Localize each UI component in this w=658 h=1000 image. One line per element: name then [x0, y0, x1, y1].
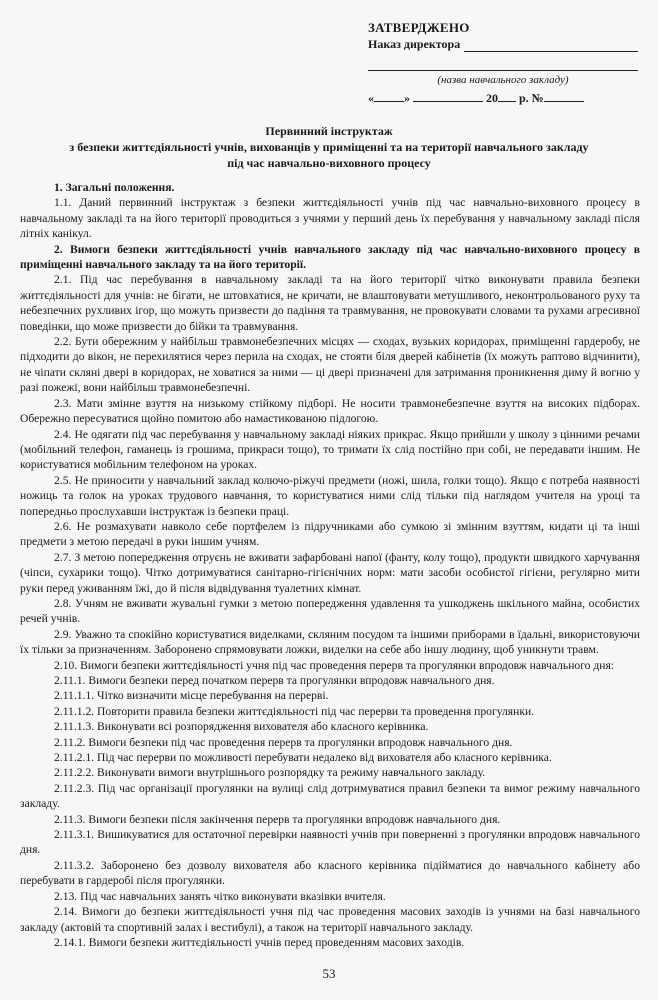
paragraph: 2.14. Вимоги до безпеки життєдіяльності учня під час проведення масових заходів із учнями на базі навчального закладу (актовій та спортивній залах і вестибулі), а також на території навчального закладу.	[20, 905, 640, 934]
paragraph: 2.11.1.2. Повторити правила безпеки життєдіяльності під час перерви та проведення прогулянки.	[54, 704, 535, 718]
page-number: 53	[322, 966, 336, 981]
paragraph: 2.11.2.3. Під час організації прогулянки на вулиці слід дотримуватися правил безпеки та вимог режиму навчального закладу.	[20, 781, 640, 811]
order-line	[368, 36, 638, 52]
paragraph: 2.8. Учням не вживати жувальні гумки з метою попередження удавлення та ушкоджень шкільного майна, особистих речей учнів.	[20, 596, 640, 626]
paragraph: 2.3. Мати змінне взуття на низькому стійкому підборі. Не носити травмонебезпечне взуття на високих підборах. Обережно пересуватися щойно помитою або намастикованою підлогою.	[20, 396, 640, 426]
number-label: р. №	[519, 91, 544, 105]
paragraph: 2.11.3. Вимоги безпеки після закінчення перерв та прогулянки впродовж навчального дня.	[54, 812, 501, 826]
heading-line-1: Первинний інструктаж	[265, 124, 393, 138]
section-heading: 2. Вимоги безпеки життєдіяльності учнів навчального закладу під час навчально-виховного процесу в приміщенні навчального закладу та на його території.	[20, 242, 640, 272]
paragraph: 2.13. Під час навчальних занять чітко виконувати вказівки вчителя.	[54, 889, 386, 903]
year-blank	[498, 91, 516, 102]
date-close-quote: »	[404, 91, 410, 105]
order-label: Наказ директора	[368, 37, 461, 51]
paragraph: 2.11.2. Вимоги безпеки під час проведення перерв та прогулянки впродовж навчального дня.	[54, 735, 513, 749]
year-prefix: 20	[486, 91, 498, 105]
institution-hint: (назва навчального закладу)	[437, 74, 569, 86]
date-open-quote: «	[368, 91, 374, 105]
paragraph: 2.5. Не приносити у навчальний заклад колючо-ріжучі предмети (ножі, шила, голки тощо). Якщо є потреба наявності ножиць та голок на уроках трудового навчання, то користуватися ними слід тільки під наглядом учителя на уроці та попередньо прослухавши інструктаж із безпеки праці.	[20, 473, 640, 518]
paragraph: 2.14.1. Вимоги безпеки життєдіяльності учнів перед проведенням масових заходів.	[54, 935, 465, 949]
paragraph: 2.9. Уважно та спокійно користуватися виделками, скляним посудом та іншими приборами в їдальні, використовуючи їх тільки за призначенням. Заборонено спрямовувати ложки, виделки на себе або іншу людину, щоб уникнути травм.	[20, 627, 640, 657]
paragraph: 2.11.1. Вимоги безпеки перед початком перерв та прогулянки впродовж навчального дня.	[54, 674, 495, 687]
document-heading	[20, 123, 638, 171]
heading-line-3: під час навчально-виховного процесу	[227, 156, 431, 170]
paragraph: 2.11.1.1. Чітко визначити місце перебування на перерві.	[54, 689, 329, 703]
paragraph: 2.4. Не одягати під час перебування у навчальному закладі ніяких прикрас. Якщо прийшли у школу з цінними речами (мобільний телефон, гаманець із грошима, прикраси тощо), то тримати їх слід постійно при собі, не передавати іншим. Не користуватися мобільним телефоном на уроках.	[20, 427, 640, 472]
paragraph: 2.1. Під час перебування в навчальному закладі та на його території чітко виконувати правила безпеки життєдіяльності для учнів: не бігати, не штовхатися, не кричати, не влаштовувати метушливого, неконтрольованого руху та небезпечних рухливих ігор, що можуть призвести до падіння та травмування, не провокувати словами та рухами агресивної поведінки, що може призвести до бійки та травмування.	[20, 273, 640, 333]
paragraph: 2.7. З метою попередження отруєнь не вживати зафарбовані напої (фанту, колу тощо), продукти швидкого харчування (чіпси, сухарики тощо). Чітко дотримуватися санітарно-гігієнічних норм: мати засоби особистої гігієни, регулярно мити руки перед уживанням їжі, до й після відвідування туалетних кімнат.	[20, 550, 640, 595]
paragraph: 2.11.3.1. Вишикуватися для остаточної перевірки наявності учнів при поверненні з прогулянки впродовж навчального дня.	[20, 828, 640, 857]
document-body	[20, 180, 640, 950]
approval-title: ЗАТВЕРДЖЕНО	[368, 20, 470, 35]
paragraph: 1.1. Даний первинний інструктаж з безпеки життєдіяльності учнів під час навчально-виховного процесу в навчальному закладі та на його території проводиться з учнями у перший день їх перебування у навчальному закладі після літніх канікул.	[20, 196, 640, 241]
paragraph: 2.11.1.3. Виконувати всі розпорядження вихователя або класного керівника.	[54, 720, 429, 734]
order-blank	[464, 39, 638, 52]
section-heading: 1. Загальні положення.	[54, 181, 175, 194]
day-blank	[374, 91, 404, 102]
paragraph: 2.11.2.2. Виконувати вимоги внутрішнього розпорядку та режиму навчального закладу.	[54, 766, 486, 780]
month-blank	[413, 91, 483, 102]
heading-line-2: з безпеки життєдіяльності учнів, вихованців у приміщенні та на території навчального закладу	[69, 140, 589, 154]
paragraph: 2.2. Бути обережним у найбільш травмонебезпечних місцях — сходах, вузьких коридорах, приміщенні гардеробу, не підходити до вікон, не перехилятися через перила на сходах, не стояти біля дверей кабінетів (їх можуть раптово відчинити), не чіпати скляні двері в коридорах, не ховатися за ними — ці двері призначені для затримання проникнення диму й вогню у разі пожежі, вони найбільш травмонебезпечні.	[20, 335, 640, 395]
date-line	[368, 90, 638, 106]
paragraph: 2.11.3.2. Заборонено без дозволу вихователя або класного керівника підійматися до навчального кабінету або перебувати в гардеробі після прогулянки.	[20, 858, 640, 888]
institution-line	[368, 58, 638, 71]
institution-blank	[368, 58, 638, 71]
paragraph: 2.11.2.1. Під час перерви по можливості перебувати недалеко від вихователя або класного керівника.	[54, 751, 552, 765]
approval-block	[368, 20, 638, 106]
paragraph: 2.6. Не розмахувати навколо себе портфелем із підручниками або сумкою зі змінним взуттям, кидати ці та інші предмети з метою передачі в руки іншим учням.	[20, 519, 640, 549]
number-blank	[544, 91, 584, 102]
paragraph: 2.10. Вимоги безпеки життєдіяльності учня під час проведення перерв та прогулянки впродовж навчального дня:	[54, 658, 615, 672]
